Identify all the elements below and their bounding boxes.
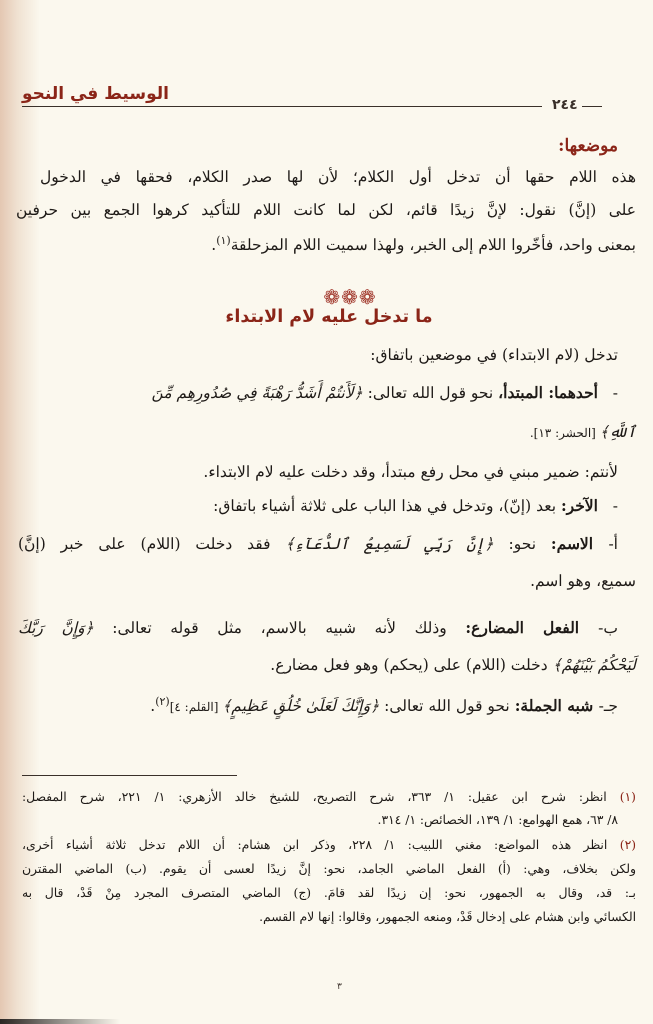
first-position-line: - أحدهما: المبتدأ، نحو قول الله تعالى: ﴿لَأَنتُمْ أَشَدُّ رَهْبَةً فِي صُدُورِهِم مِّنَ — [151, 383, 618, 402]
item-a-line-2: سميع، وهو اسم. — [530, 572, 636, 590]
quran-verse: ٱللَّهِ﴾ — [599, 423, 636, 441]
footnote-1-line-2: ٨/ ٦٣، همع الهوامع: ١/ ١٣٩، الخصائص: ١/ ٣١٤. — [377, 813, 618, 827]
page-number: ٢٤٤ — [552, 97, 578, 113]
second-position-line: - الآخر: بعد (إنّ)، وتدخل في هذا الباب على ثلاثة أشياء باتفاق: — [213, 496, 618, 515]
section-label-position: موضعها: — [558, 136, 618, 156]
item-c-label: شبه الجملة: — [514, 696, 599, 716]
footnote-ref-1[interactable]: (١) — [216, 234, 231, 247]
quran-verse: لَيَحْكُمُ بَيْنَهُمْ﴾ — [552, 656, 636, 674]
first-position-line-2 — [16, 423, 636, 441]
quran-verse: ﴿إِنَّ رَبِّي لَسَمِيعُ ٱلدُّعَآءِ﴾ — [285, 535, 494, 553]
running-title: الوسيط في النحو — [22, 84, 169, 104]
second-position-label: الآخر: — [560, 496, 598, 515]
quran-verse: ﴿لَأَنتُمْ أَشَدُّ رَهْبَةً فِي صُدُورِهِم مِّنَ — [151, 384, 363, 402]
item-c-line: جـ- شبه الجملة: نحو قول الله تعالى: ﴿وَإِنَّكَ لَعَلَىٰ خُلُقٍ عَظِيمٍ﴾ [القلم: ٤]$^{(٢)}$. — [150, 695, 618, 716]
footnote-number: (١) — [619, 790, 636, 804]
footnote-2-line-2: ولكن بخلاف، وهي: (أ) الفعل الماضي الجامد، نحو: إنَّ زيدًا لعسى أن يقوم. (ب) الماضي المقترن — [22, 862, 636, 876]
quran-verse: ﴿وَإِنَّ رَبَّكَ — [18, 619, 94, 637]
quran-citation: [الحشر: ١٣]. — [529, 426, 600, 440]
page-number-dash — [582, 106, 602, 107]
item-b-line: ب- الفعل المضارع: وذلك لأنه شبيه بالاسم، مثل قوله تعالى: ﴿وَإِنَّ رَبَّكَ — [18, 618, 618, 637]
explanation-line: لأنتم: ضمير مبني في محل رفع مبتدأ، وقد دخلت عليه لام الابتداء. — [203, 463, 618, 481]
item-a-line: أ- الاسم: نحو: ﴿إِنَّ رَبِّي لَسَمِيعُ ٱلدُّعَآءِ﴾ فقد دخلت (اللام) على خبر (إنَّ) — [18, 534, 618, 553]
footnote-number: (٢) — [619, 838, 636, 852]
footnote-2-line-3: بـ: قد، وقال به الجمهور، نحو: إن زيدًا لقد قامَ. (ج) الماضي المتصرف المجرد مِنْ قَدْ، قال به — [22, 886, 636, 900]
printer-signature-mark: ٣ — [337, 982, 342, 992]
footnote-separator — [22, 775, 237, 776]
intro-line: تدخل (لام الابتداء) في موضعين باتفاق: — [370, 346, 618, 364]
page-bottom-edge — [0, 1019, 120, 1024]
footnote-1-line: (١) انظر: شرح ابن عقيل: ١/ ٣٦٣، شرح التصريح، للشيخ خالد الأزهري: ١/ ٢٢١، شرح المفصل: — [22, 790, 636, 804]
paragraph-line: على (إنَّ) نقول: لإنَّ زيدًا قائم، لكن لما كانت اللام للتأكيد كرهوا الجمع بين حرفين — [16, 201, 636, 219]
header-rule — [22, 106, 542, 107]
section-heading: ما تدخل عليه لام الابتداء — [225, 307, 433, 327]
item-a-label: الاسم: — [550, 534, 609, 553]
item-b-line-2: لَيَحْكُمُ بَيْنَهُمْ﴾ دخلت (اللام) على (يحكم) وهو فعل مضارع. — [270, 656, 636, 674]
footnote-2-line: (٢) انظر هذه المواضع: مغني اللبيب: ١/ ٢٢٨، وذكر ابن هشام: أن اللام تدخل ثلاثة أشياء أخرى، — [22, 838, 636, 852]
item-b-label: الفعل المضارع: — [465, 618, 599, 637]
quran-verse: ﴿وَإِنَّكَ لَعَلَىٰ خُلُقٍ عَظِيمٍ﴾ — [222, 697, 380, 716]
paragraph-text: بمعنى واحد، فأخّروا اللام إلى الخبر، ولهذا سميت اللام المزحلقة — [230, 236, 636, 255]
first-position-label: أحدهما: المبتدأ، — [498, 383, 598, 402]
quran-citation: [القلم: ٤] — [169, 700, 223, 715]
paragraph-line: هذه اللام حقها أن تدخل أول الكلام؛ لأن لها صدر الكلام، فحقها في الدخول — [40, 168, 636, 186]
paragraph-line: بمعنى واحد، فأخّروا اللام إلى الخبر، ولهذا سميت اللام المزحلقة$^{(١)}$. — [211, 234, 636, 255]
footnote-2-line-4: الكسائي وابن هشام على إدخال قَدْ، ومنعه الجمهور، وقالوا: إنها لام القسم. — [259, 910, 636, 924]
flower-ornament-icon: ❁❁❁ — [323, 285, 377, 309]
footnote-ref-2[interactable]: (٢) — [155, 695, 170, 708]
